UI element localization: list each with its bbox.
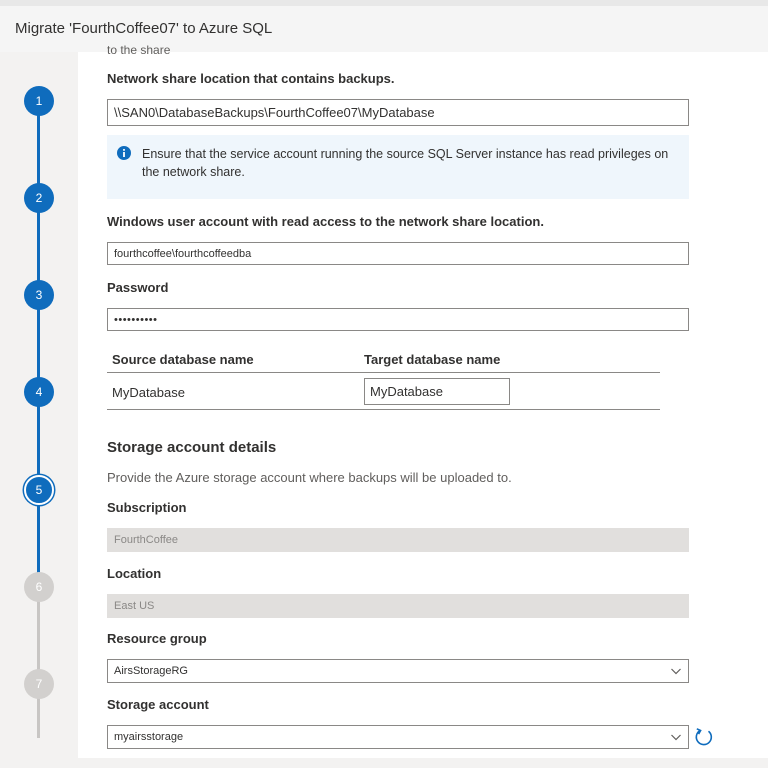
location-field: East US — [107, 594, 689, 618]
storage-description: Provide the Azure storage account where backups will be uploaded to. — [107, 470, 512, 485]
table-header-divider — [107, 372, 660, 373]
storage-account-value: myairsstorage — [114, 731, 184, 743]
subscription-field: FourthCoffee — [107, 528, 689, 552]
password-input[interactable]: •••••••••• — [107, 308, 689, 331]
step-6: 6 — [24, 572, 54, 602]
step-4[interactable]: 4 — [24, 377, 54, 407]
step-5[interactable]: 5 — [24, 475, 54, 505]
resource-group-dropdown[interactable] — [107, 659, 689, 683]
table-bottom-divider — [107, 409, 660, 410]
chevron-down-icon — [670, 665, 682, 677]
info-icon — [117, 146, 131, 160]
window-bottom-strip — [0, 758, 768, 768]
storage-section-title: Storage account details — [107, 439, 277, 456]
storage-account-label: Storage account — [107, 697, 209, 712]
network-share-label: Network share location that contains backups. — [107, 71, 395, 86]
info-text: Ensure that the service account running the source SQL Server instance has read privileges on the network share. — [142, 147, 669, 179]
stepper-progress-line — [37, 101, 40, 590]
target-db-input[interactable]: MyDatabase — [364, 378, 510, 405]
windows-user-label: Windows user account with read access to the network share location. — [107, 214, 544, 229]
stepper-remaining-line — [37, 590, 40, 738]
step-3[interactable]: 3 — [24, 280, 54, 310]
refresh-icon[interactable] — [693, 726, 715, 748]
windows-user-input[interactable]: fourthcoffee\fourthcoffeedba — [107, 242, 689, 265]
storage-account-dropdown[interactable] — [107, 725, 689, 749]
wizard-stepper — [0, 52, 78, 758]
step-2[interactable]: 2 — [24, 183, 54, 213]
password-label: Password — [107, 280, 169, 295]
step-7: 7 — [24, 669, 54, 699]
target-db-header: Target database name — [364, 352, 501, 367]
resource-group-label: Resource group — [107, 631, 207, 646]
source-db-name: MyDatabase — [112, 385, 185, 400]
form-panel — [78, 43, 768, 758]
info-message — [107, 135, 689, 199]
location-label: Location — [107, 566, 162, 581]
chevron-down-icon — [670, 731, 682, 743]
clipped-text: to the share — [107, 43, 171, 57]
step-1[interactable]: 1 — [24, 86, 54, 116]
page-title: Migrate 'FourthCoffee07' to Azure SQL — [15, 20, 273, 37]
resource-group-value: AirsStorageRG — [114, 665, 188, 677]
network-share-input[interactable]: \\SAN0\DatabaseBackups\FourthCoffee07\MyDatabase — [107, 99, 689, 126]
source-db-header: Source database name — [112, 352, 254, 367]
subscription-label: Subscription — [107, 500, 187, 515]
